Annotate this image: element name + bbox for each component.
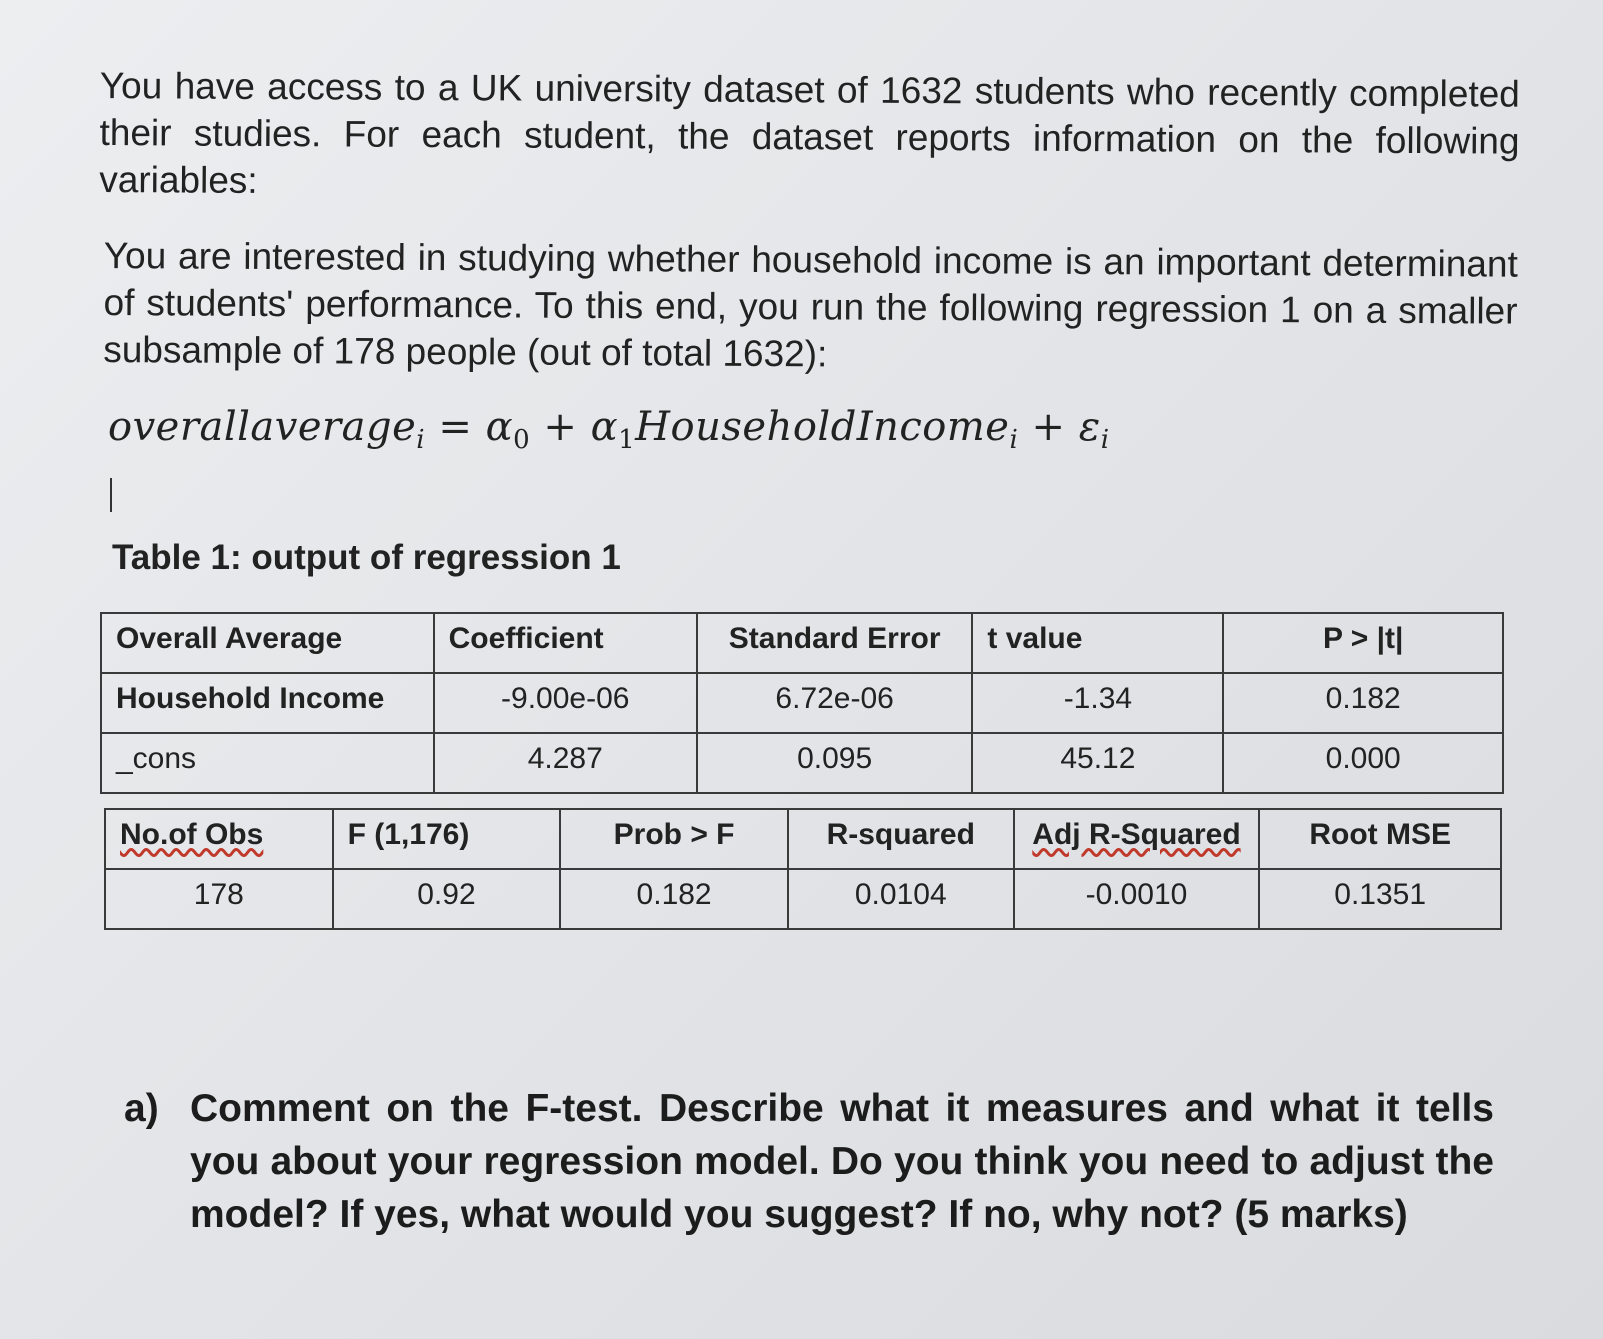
table-title: Table 1: output of regression 1 <box>112 538 621 577</box>
equation-epsilon: ε <box>1078 404 1101 450</box>
stats-value-row <box>105 869 1501 929</box>
value-no-of-obs: 178 <box>105 869 333 929</box>
question-label: a) <box>124 1087 159 1130</box>
equation-plus-2: + <box>1018 404 1079 450</box>
cell-p-value: 0.000 <box>1223 733 1503 793</box>
header-r-squared: R-squared <box>788 809 1014 869</box>
header-coefficient: Coefficient <box>434 613 697 673</box>
equation-rhs-var: HouseholdIncome <box>635 404 1010 450</box>
header-no-of-obs <box>105 809 333 869</box>
equation-plus-1: + <box>530 404 591 450</box>
cell-p-value: 0.182 <box>1223 673 1503 733</box>
stats-header-row <box>105 809 1501 869</box>
cell-t-value: 45.12 <box>972 733 1223 793</box>
no-of-obs-label: No.of Obs <box>120 818 264 851</box>
cell-standard-error: 6.72e-06 <box>697 673 973 733</box>
model-statistics-table <box>104 808 1502 930</box>
cell-coefficient: 4.287 <box>434 733 697 793</box>
header-adj-r-squared <box>1014 809 1260 869</box>
header-overall-average: Overall Average <box>101 613 434 673</box>
value-adj-r-squared: -0.0010 <box>1014 869 1260 929</box>
text-cursor <box>110 478 112 512</box>
cell-coefficient: -9.00e-06 <box>434 673 697 733</box>
equation-alpha-1: α <box>590 404 619 450</box>
equation-subscript-i-2: i <box>1009 425 1019 455</box>
cell-t-value: -1.34 <box>972 673 1223 733</box>
header-p-value: P > |t| <box>1223 613 1503 673</box>
row-label-household-income: Household Income <box>101 673 434 733</box>
value-r-squared: 0.0104 <box>788 869 1014 929</box>
equation-subscript-i: i <box>416 425 426 455</box>
equation-subscript-0: 0 <box>513 425 531 455</box>
equation-alpha-0: α <box>485 404 514 450</box>
table-header-row <box>101 613 1503 673</box>
table-row <box>101 733 1503 793</box>
value-prob-f: 0.182 <box>560 869 788 929</box>
cell-standard-error: 0.095 <box>697 733 973 793</box>
equation-lhs: overallaverage <box>108 404 417 450</box>
equation-equals: = <box>425 404 486 450</box>
equation-subscript-i-3: i <box>1100 425 1110 455</box>
header-standard-error: Standard Error <box>697 613 973 673</box>
adj-r-squared-label: Adj R-Squared <box>1032 818 1241 851</box>
row-label-cons: _cons <box>101 733 434 793</box>
question-text: Comment on the F-test. Describe what it measures and what it tells you about your regression model. Do you think you need to adjust the model? If yes, what would you suggest? If no, why not? (5 marks) <box>190 1087 1494 1236</box>
value-f-stat: 0.92 <box>333 869 561 929</box>
header-root-mse: Root MSE <box>1259 809 1501 869</box>
regression-equation <box>108 404 1110 455</box>
intro-paragraph-1: You have access to a UK university dataset of 1632 students who recently completed their studies. For each student, the dataset reports information on the following variables: <box>99 64 1520 201</box>
header-t-value: t value <box>972 613 1223 673</box>
value-root-mse: 0.1351 <box>1259 869 1501 929</box>
question-a <box>124 1082 1494 1241</box>
header-prob-f: Prob > F <box>560 809 788 869</box>
intro-paragraph-2: You are interested in studying whether household income is an important determinant of students' performance. To this end, you run the following regression 1 on a smaller subsample of 178 people (out of total 1632): <box>103 234 1518 375</box>
regression-output-table <box>100 612 1504 794</box>
equation-subscript-1: 1 <box>618 425 636 455</box>
header-f-stat: F (1,176) <box>333 809 561 869</box>
table-row <box>101 673 1503 733</box>
